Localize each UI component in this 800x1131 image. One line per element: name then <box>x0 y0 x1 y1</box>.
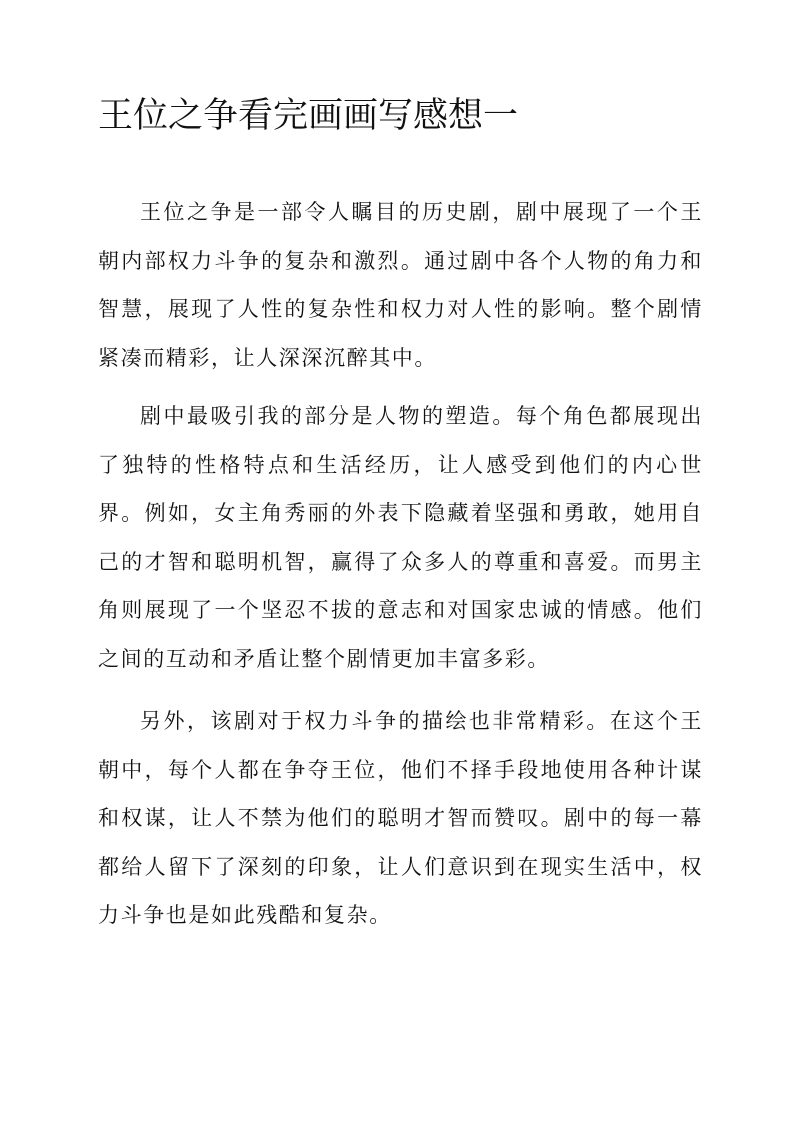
paragraph-2: 剧中最吸引我的部分是人物的塑造。每个角色都展现出了独特的性格特点和生活经历，让人感受到他们的内心世界。例如，女主角秀丽的外表下隐藏着坚强和勇敢，她用自己的才智和聪明机智，赢得了众多人的尊重和喜爱。而男主角则展现了一个坚忍不拔的意志和对国家忠诚的情感。他们之间的互动和矛盾让整个剧情更加丰富多彩。 <box>98 404 703 671</box>
paragraph-1: 王位之争是一部令人瞩目的历史剧，剧中展现了一个王朝内部权力斗争的复杂和激烈。通过剧中各个人物的角力和智慧，展现了人性的复杂性和权力对人性的影响。整个剧情紧凑而精彩，让人深深沉醉其中。 <box>98 200 703 370</box>
paragraph-3: 另外，该剧对于权力斗争的描绘也非常精彩。在这个王朝中，每个人都在争夺王位，他们不择手段地使用各种计谋和权谋，让人不禁为他们的聪明才智而赞叹。剧中的每一幕都给人留下了深刻的印象，让人们意识到在现实生活中，权力斗争也是如此残酷和复杂。 <box>98 709 703 927</box>
document-title: 王位之争看完画画写感想一 <box>98 96 519 136</box>
